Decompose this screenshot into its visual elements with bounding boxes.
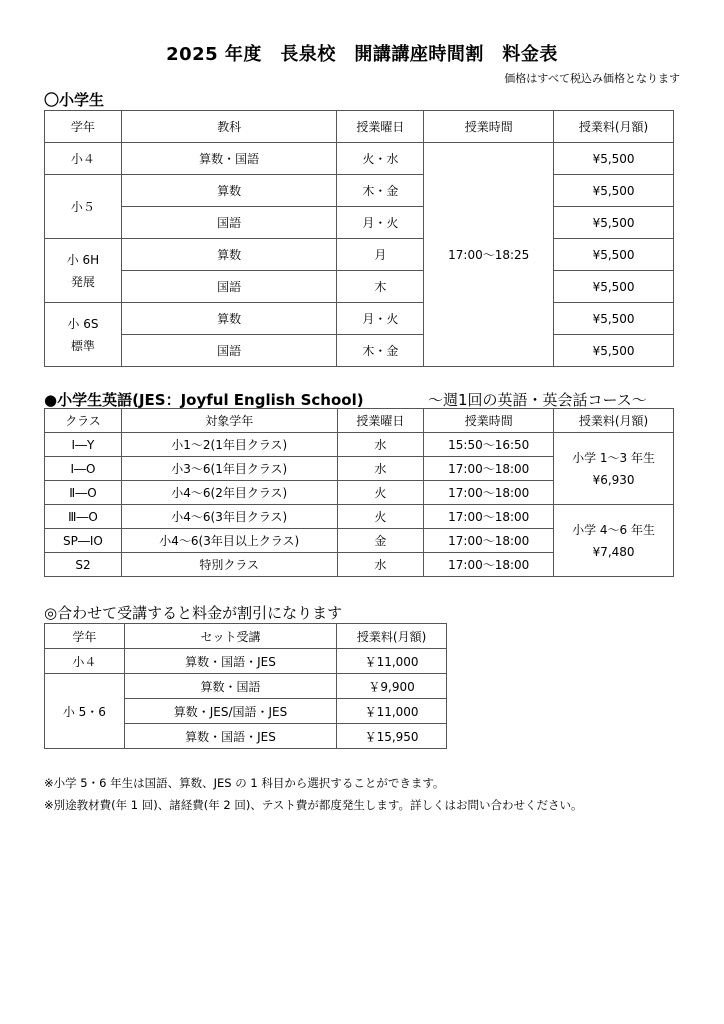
fee-cell [554, 433, 674, 505]
class-cell: Ⅱ―O [45, 481, 122, 505]
day-cell: 木・金 [337, 335, 424, 367]
table-row [45, 303, 674, 335]
table-header-row [45, 111, 674, 143]
fee-cell: ￥11,000 [337, 699, 447, 724]
set-cell: 算数・国語・JES [124, 649, 336, 674]
fee-cell: ¥5,500 [554, 175, 674, 207]
time-cell: 17:00～18:00 [424, 529, 554, 553]
class-cell: Ⅲ―O [45, 505, 122, 529]
subject-cell: 国語 [121, 271, 337, 303]
table-row [45, 674, 447, 699]
table-row [45, 433, 674, 457]
subject-cell: 算数 [121, 175, 337, 207]
header-cell: 学年 [45, 624, 125, 649]
header-cell: 授業曜日 [337, 409, 424, 433]
footnote: ※小学 5・6 年生は国語、算数、JES の 1 科目から選択することができます。 [44, 776, 445, 790]
subject-cell: 算数 [121, 303, 337, 335]
set-cell: 算数・国語・JES [124, 724, 336, 749]
footnote: ※別途教材費(年 1 回)、諸経費(年 2 回)、テスト費が都度発生します。詳しくはお問い合わせください。 [44, 798, 583, 812]
subject-cell: 国語 [121, 335, 337, 367]
english-table [44, 408, 674, 577]
day-cell: 火・水 [337, 143, 424, 175]
day-cell: 月・火 [337, 207, 424, 239]
table-row [45, 207, 674, 239]
grade-line: 小 6H [66, 252, 100, 267]
time-cell: 17:00～18:25 [424, 143, 554, 367]
day-cell: 月・火 [337, 303, 424, 335]
fee-label: 小学 4～6 年生 [572, 522, 656, 537]
class-cell: S2 [45, 553, 122, 577]
table-row [45, 175, 674, 207]
header-cell: 教科 [121, 111, 337, 143]
table-header-row [45, 624, 447, 649]
class-cell: Ⅰ―Y [45, 433, 122, 457]
tax-note: 価格はすべて税込み価格となります [504, 72, 680, 85]
fee-cell: ¥5,500 [554, 271, 674, 303]
header-cell: 授業料(月額) [554, 111, 674, 143]
time-cell: 17:00～18:00 [424, 505, 554, 529]
day-cell: 水 [337, 553, 424, 577]
target-cell: 小3～6(1年目クラス) [121, 457, 337, 481]
english-subheading: ～週1回の英語・英会話コース～ [428, 391, 647, 409]
day-cell: 水 [337, 457, 424, 481]
table-row [45, 649, 447, 674]
header-cell: 授業料(月額) [337, 624, 447, 649]
table-row [45, 335, 674, 367]
day-cell: 月 [337, 239, 424, 271]
header-cell: クラス [45, 409, 122, 433]
fee-cell: ¥5,500 [554, 143, 674, 175]
fee-value: ¥7,480 [592, 544, 635, 559]
fee-cell: ¥5,500 [554, 239, 674, 271]
class-cell: SP―ⅠO [45, 529, 122, 553]
table-header-row [45, 409, 674, 433]
fee-cell: ¥5,500 [554, 207, 674, 239]
combo-heading: ◎合わせて受講すると料金が割引になります [44, 604, 343, 622]
table-row [45, 239, 674, 271]
grade-level: 標準 [70, 338, 95, 353]
grade-level: 発展 [70, 274, 95, 289]
time-cell: 17:00～18:00 [424, 457, 554, 481]
grade-cell: 小４ [45, 143, 122, 175]
target-cell: 小1～2(1年目クラス) [121, 433, 337, 457]
class-cell: Ⅰ―O [45, 457, 122, 481]
grade-line: 小 6S [67, 316, 99, 331]
page-title: 2025 年度 長泉校 開講講座時間割 料金表 [166, 44, 558, 65]
header-cell: 授業料(月額) [554, 409, 674, 433]
fee-cell: ￥9,900 [337, 674, 447, 699]
day-cell: 木・金 [337, 175, 424, 207]
grade-cell [45, 303, 122, 367]
fee-label: 小学 1～3 年生 [572, 450, 656, 465]
header-cell: 授業曜日 [337, 111, 424, 143]
fee-cell: ￥11,000 [337, 649, 447, 674]
grade-cell: 小４ [45, 649, 125, 674]
fee-cell: ￥15,950 [337, 724, 447, 749]
target-cell: 小4～6(3年目クラス) [121, 505, 337, 529]
header-cell: 学年 [45, 111, 122, 143]
grade-cell: 小５ [45, 175, 122, 239]
header-cell: 授業時間 [424, 111, 554, 143]
fee-cell [554, 505, 674, 577]
grade-cell [45, 239, 122, 303]
time-cell: 17:00～18:00 [424, 553, 554, 577]
set-cell: 算数・JES/国語・JES [124, 699, 336, 724]
fee-cell: ¥5,500 [554, 303, 674, 335]
target-cell: 小4～6(2年目クラス) [121, 481, 337, 505]
header-cell: セット受講 [124, 624, 336, 649]
day-cell: 火 [337, 505, 424, 529]
table-row [45, 271, 674, 303]
english-heading: ●小学生英語(JES：Joyful English School) [44, 391, 364, 409]
set-cell: 算数・国語 [124, 674, 336, 699]
grade-cell: 小 5・6 [45, 674, 125, 749]
subject-cell: 国語 [121, 207, 337, 239]
header-cell: 授業時間 [424, 409, 554, 433]
subject-cell: 算数 [121, 239, 337, 271]
day-cell: 木 [337, 271, 424, 303]
target-cell: 小4～6(3年目以上クラス) [121, 529, 337, 553]
table-row [45, 143, 674, 175]
elementary-heading: 〇小学生 [44, 91, 105, 109]
day-cell: 金 [337, 529, 424, 553]
fee-cell: ¥5,500 [554, 335, 674, 367]
fee-value: ¥6,930 [592, 472, 635, 487]
table-row [45, 505, 674, 529]
time-cell: 17:00～18:00 [424, 481, 554, 505]
time-cell: 15:50～16:50 [424, 433, 554, 457]
elementary-table [44, 110, 674, 367]
header-cell: 対象学年 [121, 409, 337, 433]
combo-table [44, 623, 447, 749]
subject-cell: 算数・国語 [121, 143, 337, 175]
target-cell: 特別クラス [121, 553, 337, 577]
day-cell: 火 [337, 481, 424, 505]
day-cell: 水 [337, 433, 424, 457]
